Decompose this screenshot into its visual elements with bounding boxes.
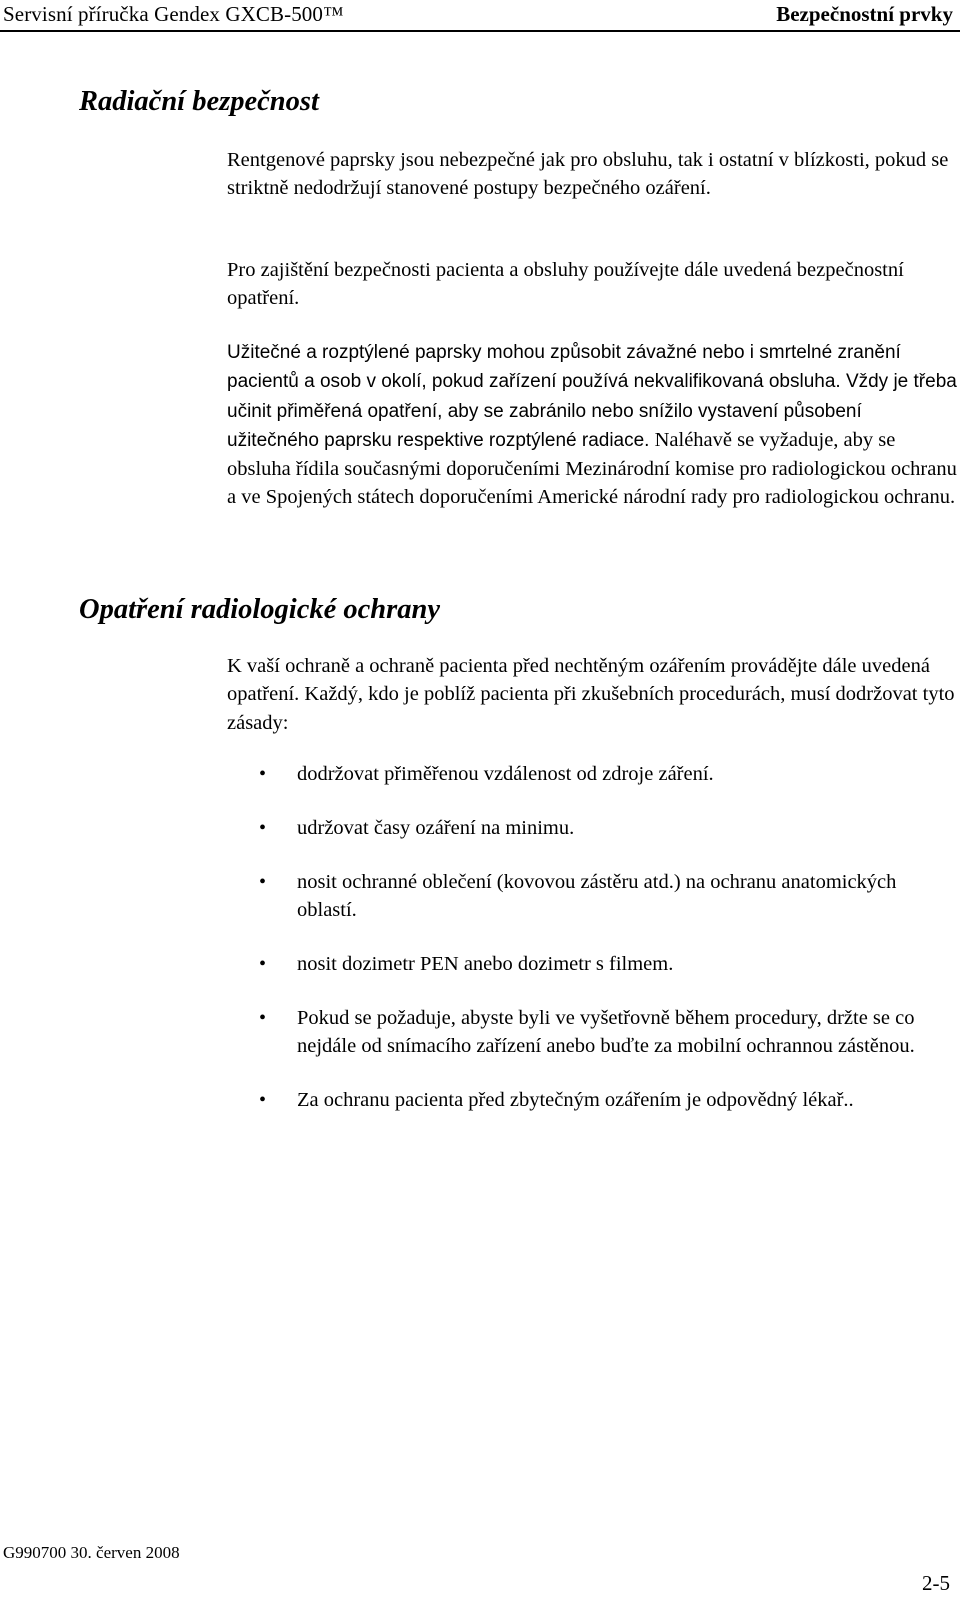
list-item-text: nosit ochranné oblečení (kovovou zástěru atd.) na ochranu anatomických oblastí. <box>297 871 897 921</box>
header-manual-title: Servisní příručka Gendex GXCB-500™ <box>3 2 344 26</box>
header-divider <box>0 30 960 32</box>
list-item <box>259 1004 957 1060</box>
list-item <box>259 1086 957 1114</box>
footer-page-number: 2-5 <box>922 1571 950 1595</box>
bullet-icon: • <box>259 871 267 893</box>
list-item-text: dodržovat přiměřenou vzdálenost od zdroje záření. <box>297 763 714 785</box>
list-item-text: Pokud se požaduje, abyste byli ve vyšetřovně během procedury, držte se co nejdále od snímacího zařízení anebo buďte za mobilní ochrannou zástěnou. <box>297 1007 915 1057</box>
paragraph-scattered-beams <box>227 338 957 512</box>
section-heading-radiation-safety: Radiační bezpečnost <box>79 86 319 117</box>
list-item-text: nosit dozimetr PEN anebo dozimetr s filmem. <box>297 953 674 975</box>
footer-document-date: G990700 30. červen 2008 <box>3 1543 180 1562</box>
list-item <box>259 814 957 842</box>
bullet-icon: • <box>259 1089 267 1111</box>
list-item-text: udržovat časy ozáření na minimu. <box>297 817 575 839</box>
bullet-icon: • <box>259 953 267 975</box>
list-item-text: Za ochranu pacienta před zbytečným ozářením je odpovědný lékař.. <box>297 1089 854 1111</box>
section-heading-radiation-protection: Opatření radiologické ochrany <box>79 594 440 625</box>
bullet-icon: • <box>259 817 267 839</box>
protection-bullet-list <box>259 760 957 1140</box>
paragraph-safety-measures: Pro zajištění bezpečnosti pacienta a obsluhy používejte dále uvedená bezpečnostní opatření. <box>227 259 904 310</box>
paragraph-scattered-beams-part2: Naléhavě se vyžaduje, aby se obsluha řídila současnými doporučeními Mezinárodní komise pro radiologickou ochranu a ve Spojených státech doporučeními Americké národní rady pro radiologickou ochranu. <box>227 428 957 509</box>
header-section-title: Bezpečnostní prvky <box>776 2 953 26</box>
paragraph-scattered-beams-part1: Užitečné a rozptýlené paprsky mohou způsobit závažné nebo i smrtelné zranění pacientů a osob v okolí, pokud zařízení používá nekvalifikovaná obsluha. Vždy je třeba učinit přiměřená opatření, aby se zabránilo nebo snížilo vystavení působení užitečného paprsku respektive rozptýlené radiace. <box>227 342 957 451</box>
bullet-icon: • <box>259 1007 267 1029</box>
list-item <box>259 868 957 924</box>
page-header <box>0 0 960 34</box>
paragraph-xray-danger: Rentgenové paprsky jsou nebezpečné jak pro obsluhu, tak i ostatní v blízkosti, pokud se striktně nedodržují stanovené postupy bezpečného ozáření. <box>227 149 949 200</box>
list-item <box>259 950 957 978</box>
bullet-icon: • <box>259 763 267 785</box>
list-item <box>259 760 957 788</box>
paragraph-protection-intro: K vaší ochraně a ochraně pacienta před nechtěným ozářením provádějte dále uvedená opatření. Každý, kdo je poblíž pacienta při zkušebních procedurách, musí dodržovat tyto zásady: <box>227 655 955 734</box>
